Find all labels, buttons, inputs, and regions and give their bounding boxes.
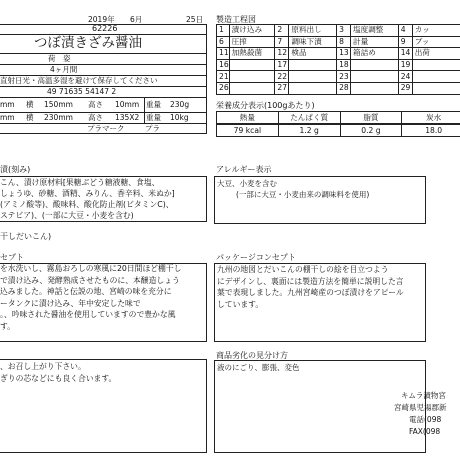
process-step-label	[289, 59, 337, 71]
process-step-number: 27	[275, 82, 289, 94]
process-step-label: 塩度調整	[351, 25, 399, 37]
recycle-mark-label: プラマーク	[87, 124, 125, 133]
process-step-number: 24	[398, 71, 412, 83]
process-step-label	[229, 82, 275, 94]
concept-line-1: を水洗いし、霧島おろしの寒風に20日間ほど棚干し	[0, 264, 182, 273]
process-step-number: 11	[217, 48, 230, 60]
process-step-number: 23	[337, 71, 351, 83]
nutrition-header-protein: たんぱく質	[278, 112, 340, 125]
deterioration-text: 液のにごり、膨張、変色	[217, 363, 300, 372]
process-step-label: カッ	[412, 25, 460, 37]
company-name: キムラ漬物宮	[401, 391, 446, 400]
process-step-label: 圧搾	[229, 36, 275, 48]
process-step-number: 6	[217, 36, 230, 48]
ingredients-line-3: (アミノ酸等)、酸味料、酸化防止剤(ビタミンC)、	[0, 200, 174, 209]
nutrition-header-fat: 脂質	[340, 112, 402, 125]
process-step-number: 2	[275, 25, 289, 37]
process-step-number: 13	[337, 48, 351, 60]
process-step-number: 29	[398, 82, 412, 94]
concept-line-3: 込みました。神話と伝説の地、宮崎の味を充分に	[0, 287, 172, 296]
package-line-2: にデザインし、裏面には製造方法を簡単に説明した言	[217, 276, 404, 286]
nutrition-title: 栄養成分表示(100gあたり)	[216, 101, 315, 110]
process-step-label	[289, 82, 337, 94]
process-step-label: 出荷	[412, 48, 460, 60]
serving-line-2: ぎりの芯などにも良く合います。	[0, 374, 117, 383]
concept-title: セプト	[0, 253, 24, 262]
allergy-line-1: 大豆、小麦を含む	[217, 179, 277, 188]
ingredients-title: 漬(刻み)	[0, 165, 31, 174]
process-step-number: 28	[337, 82, 351, 94]
package-title: パッケージコンセプト	[216, 253, 296, 262]
process-step-number: 7	[275, 36, 289, 48]
concept-line-6: す。	[0, 321, 15, 331]
ingredients-line-1: こん、漬け原材料[果糖ぶどう糖液糖、食塩、	[0, 178, 160, 187]
ingredients-line-2: しょうゆ、砂糖、酒精、みりん、香辛料、米ぬか]	[0, 189, 175, 198]
process-step-number: 3	[337, 25, 351, 37]
process-step-number: 19	[398, 59, 412, 71]
process-row	[217, 59, 460, 71]
company-tel: 電話(098	[409, 415, 442, 424]
date-day: 25日	[186, 15, 204, 24]
product-code: 62226	[92, 24, 118, 33]
process-title: 製造工程図	[216, 15, 256, 24]
process-step-label	[412, 82, 460, 94]
allergy-title: アレルギー表示	[216, 165, 272, 174]
process-step-number: 4	[398, 25, 412, 37]
process-step-number: 14	[398, 48, 412, 60]
nutrition-header-carbs: 炭水	[402, 112, 460, 125]
process-step-number: 21	[217, 71, 230, 83]
process-step-label: 加熱殺菌	[229, 48, 275, 60]
process-step-number: 17	[275, 59, 289, 71]
process-step-label: 原料出し	[289, 25, 337, 37]
date-year: 2019年	[88, 15, 115, 24]
nutrition-value-protein: 1.2 g	[278, 124, 340, 137]
process-step-label: ブッ	[412, 36, 460, 48]
ingredients-line-4: ステビア)、(一部に大豆・小麦を含む)	[0, 211, 134, 220]
company-fax: FAX(098	[409, 427, 441, 436]
shelf-life: 4ヶ月間	[50, 65, 78, 74]
process-row	[217, 25, 460, 37]
deterioration-title: 商品劣化の見分け方	[216, 351, 288, 360]
package-line-1: 九州の地図とだいこんの棚干しの絵を目立つよう	[217, 265, 389, 274]
company-address: 宮崎県児湯郡新	[394, 403, 447, 412]
nutrition-value-energy: 79 kcal	[217, 124, 279, 137]
process-step-label	[351, 71, 399, 83]
serving-line-1: 、お召し上がり下さい。	[0, 362, 86, 371]
process-step-number: 26	[217, 82, 230, 94]
process-row	[217, 48, 460, 60]
process-step-label: 箱詰め	[351, 48, 399, 60]
process-step-label: 漬け込み	[229, 25, 275, 37]
nutrition-table	[216, 111, 460, 137]
nutrition-value-carbs: 18.0	[402, 124, 460, 137]
process-step-number: 8	[337, 36, 351, 48]
form-label: 荷 姿	[48, 54, 71, 63]
process-step-number: 16	[217, 59, 230, 71]
process-step-label	[229, 71, 275, 83]
recycle-mark-value: プラ	[145, 124, 160, 133]
date-month: 6月	[130, 15, 143, 24]
concept-line-5: 。、吟味された醤油を使用していますので豊かな風	[0, 310, 176, 319]
package-line-4: しています。	[217, 299, 264, 309]
product-name: つぼ漬きざみ醤油	[34, 35, 142, 51]
process-step-label	[229, 59, 275, 71]
process-step-label: 計量	[351, 36, 399, 48]
process-step-number: 18	[337, 59, 351, 71]
process-step-label	[412, 71, 460, 83]
process-row	[217, 36, 460, 48]
storage-instructions: 直射日光・高温多湿を避けて保存してください	[0, 76, 158, 85]
process-step-number: 22	[275, 71, 289, 83]
concept-line-2: で漬け込み、発酵熟成させたものに、本醸造しょう	[0, 275, 180, 285]
ingredients-extra: 干しだいこん)	[0, 232, 52, 241]
process-step-label: 検品	[289, 48, 337, 60]
allergy-line-2: (一部に大豆・小麦由来の調味料を使用)	[236, 190, 370, 199]
jan-code: 49 71635 54147 2	[47, 87, 117, 96]
process-step-number: 9	[398, 36, 412, 48]
process-step-number: 12	[275, 48, 289, 60]
process-row	[217, 82, 460, 94]
process-step-label	[351, 82, 399, 94]
process-step-number: 1	[217, 25, 230, 37]
process-table	[216, 24, 460, 95]
process-step-label	[351, 59, 399, 71]
process-step-label: 調味下漬	[289, 36, 337, 48]
nutrition-header-energy: 熱量	[217, 112, 279, 125]
process-step-label	[412, 59, 460, 71]
concept-line-4: ータンクに漬け込み、年中安定した味で	[0, 298, 141, 308]
nutrition-value-fat: 0.2 g	[340, 124, 402, 137]
process-step-label	[289, 71, 337, 83]
package-line-3: 葉で表現しました。九州宮崎産のつぼ漬けをアピール	[217, 288, 404, 297]
process-row	[217, 71, 460, 83]
